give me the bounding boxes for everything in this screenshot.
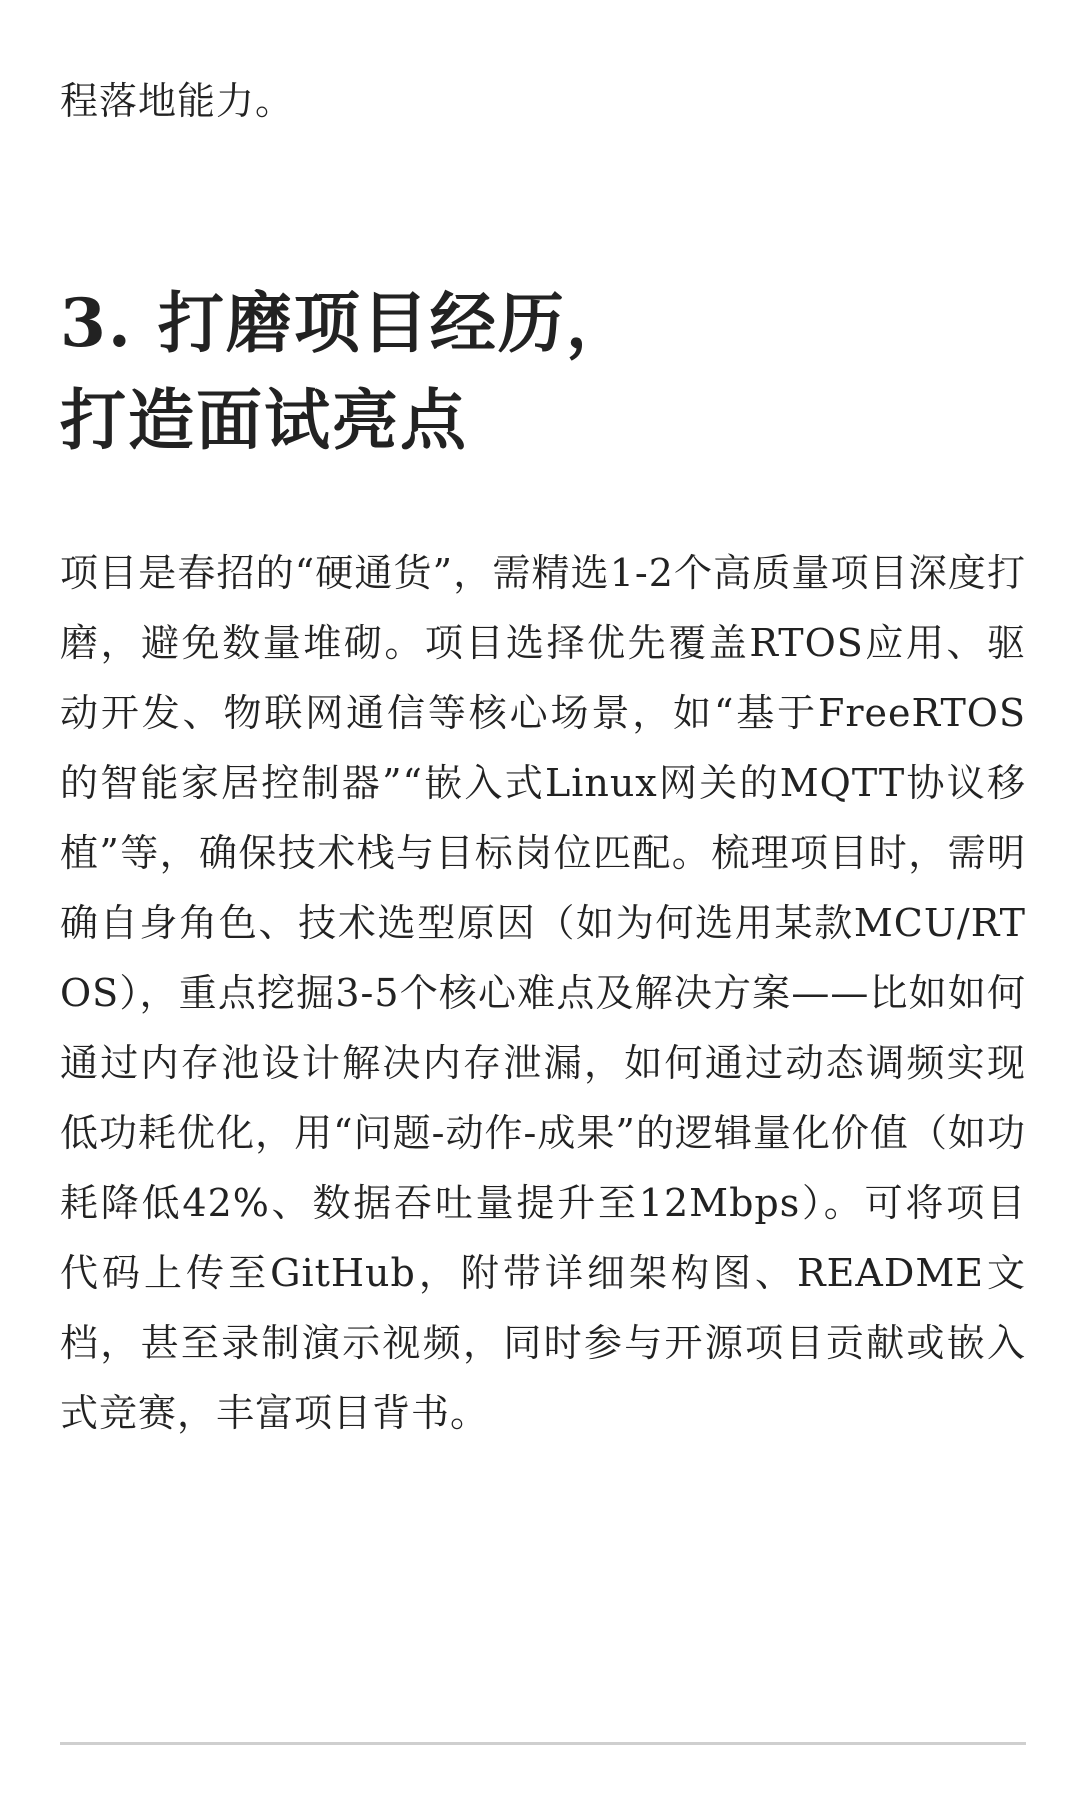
previous-paragraph-ending: 程落地能力。 (60, 79, 295, 123)
section-heading-line-1: 3. 打磨项目经历， (60, 284, 634, 362)
section-divider (60, 1742, 1026, 1745)
section-heading (60, 275, 1020, 469)
section-heading-line-2: 打造面试亮点 (60, 381, 468, 459)
section-body-paragraph: 项目是春招的“硬通货”，需精选1-2个高质量项目深度打磨，避免数量堆砌。项目选择优先覆盖RTOS应用、驱动开发、物联网通信等核心场景，如“基于FreeRTOS的智能家居控制器”“嵌入式Linux网关的MQTT协议移植”等，确保技术栈与目标岗位匹配。梳理项目时，需明确自身角色、技术选型原因（如为何选用某款MCU/RTOS），重点挖掘3-5个核心难点及解决方案——比如如何通过内存池设计解决内存泄漏，如何通过动态调频实现低功耗优化，用“问题-动作-成果”的逻辑量化价值（如功耗降低42%、数据吞吐量提升至12Mbps）。可将项目代码上传至GitHub，附带详细架构图、README文档，甚至录制演示视频，同时参与开源项目贡献或嵌入式竞赛，丰富项目背书。 (60, 551, 1026, 1435)
